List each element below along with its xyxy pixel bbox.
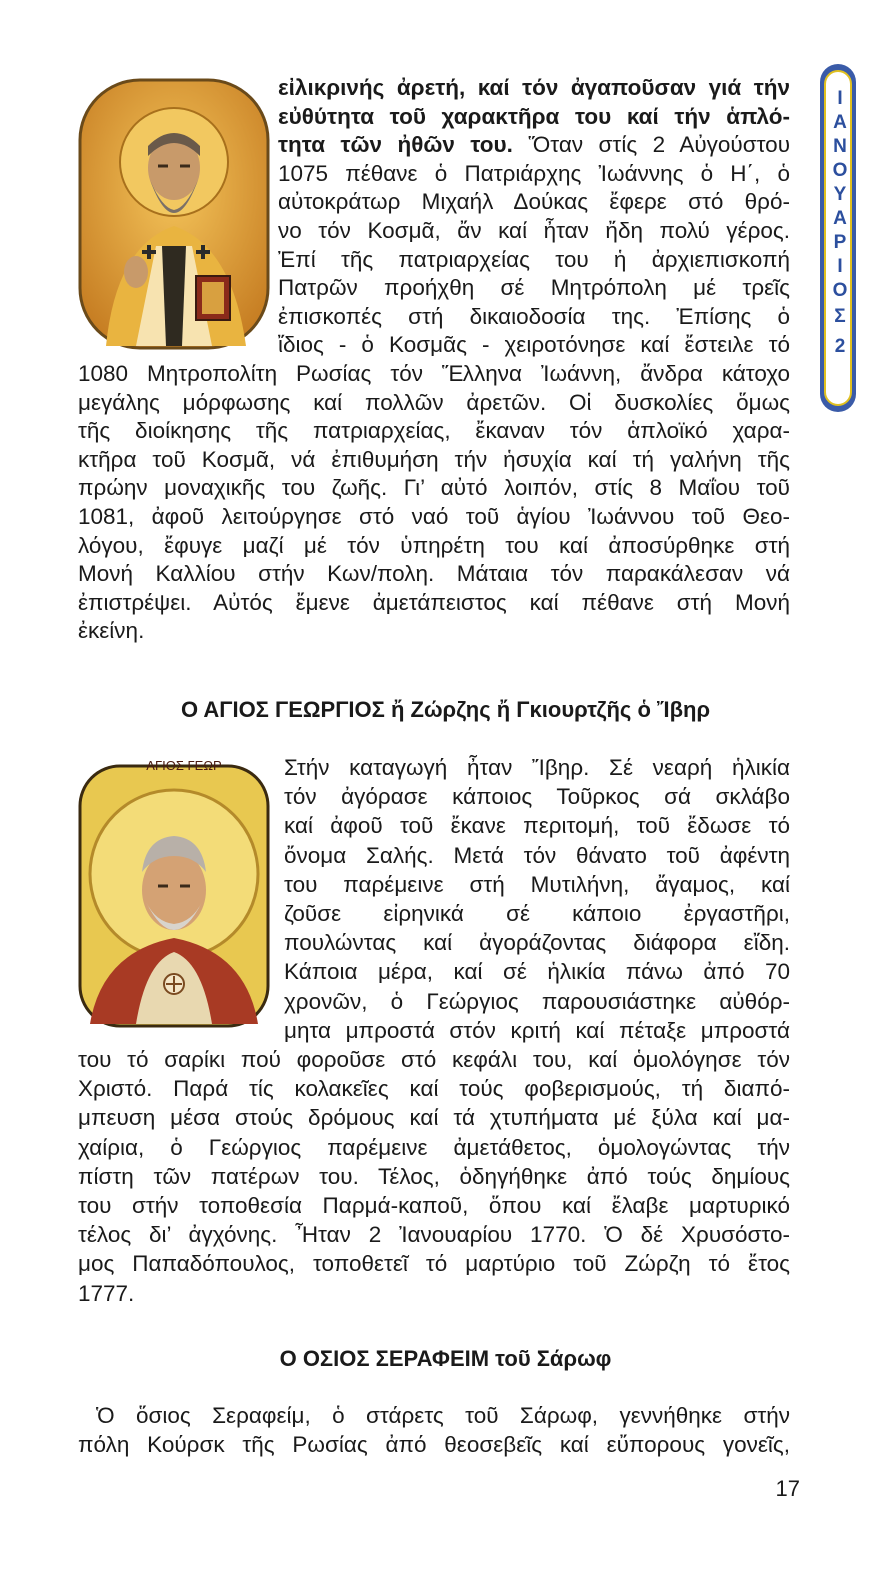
text-line: ἐκείνη.: [78, 618, 145, 644]
text-line: ἐπισκοπές στή δικαιοδοσία της. Ἐπίσης ὁ: [278, 303, 790, 329]
text-line: εἰλικρινής ἀρετή, καί τόν ἀγαποῦσαν γιά τήν: [278, 75, 790, 100]
text-line: 1080 Μητροπολίτη Ρωσίας τόν Ἕλληνα Ἰωάννη, ἄνδρα κάτοχο: [78, 361, 790, 386]
month-tab-letter: Α: [833, 112, 847, 133]
saint-georgios-icon: [76, 762, 272, 1030]
text-line: ἴδιος - ὁ Κοσμᾶς - χειροτόνησε καί ἔστειλε τό: [278, 332, 790, 358]
month-tab-letter: Σ: [834, 306, 846, 327]
text-line: 1075 πέθανε ὁ Πατριάρχης Ἰωάννης ὁ Η΄, ὁ: [278, 160, 790, 186]
month-tab-letter: Ι: [837, 88, 843, 109]
text-line: μος Παπαδόπουλος, τοποθετεῖ τό μαρτύριο τοῦ Ζώρζη τό ἔτος: [78, 1251, 790, 1277]
month-tab-letter: Α: [833, 208, 847, 229]
month-tab-letter: Ρ: [833, 232, 847, 253]
text-line: πουλώντας καί ἀγοράζοντας διάφορα εἴδη.: [284, 930, 790, 956]
text-line: εὐθύτητα τοῦ χαρακτῆρα του καί τήν ἁπλό-: [278, 103, 790, 129]
text-line: 1081, ἀφοῦ λειτούργησε στό ναό τοῦ ἁγίου Ἰωάννου τοῦ Θεο-: [78, 504, 790, 529]
saint-kosmas-icon: [76, 76, 272, 352]
text-line: μητα μπροστά στόν κριτή καί πέταξε μπροστά: [284, 1017, 790, 1043]
month-tab-letter: 2: [834, 336, 846, 357]
month-tab-letter: Ι: [837, 256, 843, 277]
text-line: τόν ἀγόρασε κάποιος Τοῦρκος σά σκλάβο: [284, 784, 790, 810]
heading-serafeim: Ο ΟΣΙΟΣ ΣΕΡΑΦΕΙΜ τοῦ Σάρωφ: [279, 1346, 612, 1371]
text-line: ὄνομα Σαλής. Μετά τόν θάνατο τοῦ ἀφέντη: [284, 842, 790, 868]
text-line: Μονή Καλλίου στήν Κων/πολη. Μάταια τόν παρακάλεσαν νά: [78, 561, 790, 587]
month-tab: [820, 64, 856, 412]
heading-georgios: Ο ΑΓΙΟΣ ΓΕΩΡΓΙΟΣ ἤ Ζώρζης ἤ Γκιουρτζῆς ὁ Ἴβηρ: [180, 697, 711, 722]
text-line: [278, 131, 790, 158]
text-line: χαίρια, ὁ Γεώργιος παρέμεινε ἀμετάθετος, ὁμολογώντας τήν: [78, 1134, 790, 1160]
text-line: τέλος δι’ ἀγχόνης. Ἦταν 2 Ἰανουαρίου 1770. Ὁ δέ Χρυσόστο-: [78, 1222, 790, 1248]
page-number: 17: [775, 1476, 800, 1501]
icon-georgios-inscription: ΑΓΙΟΣ ΓΕΩΡ: [146, 758, 222, 773]
text-line: του στήν τοποθεσία Παρμά-καποῦ, ὅπου καί ἔλαβε μαρτυρικό: [78, 1193, 790, 1218]
text-line: τῆς διοίκησης τῆς πατριαρχείας, ἔκαναν τόν ἁπλοϊκό χαρα-: [78, 418, 790, 444]
month-tab-letter: Ο: [832, 280, 848, 301]
text-line: καί ἀφοῦ τοῦ ἔκανε περιτομή, τοῦ ἔδωσε τό: [284, 813, 790, 839]
text-line: Πατρῶν προήχθη σέ Μητρόπολη μέ τρεῖς: [278, 275, 790, 301]
text-line: λόγου, ἔφυγε μαζί μέ τόν ὑπηρέτη του καί ἀποσύρθηκε στή: [78, 532, 790, 558]
text-line: νο τόν Κοσμᾶ, ἄν καί ἦταν ἤδη πολύ γέρος.: [278, 218, 790, 243]
text-line: Χριστό. Παρά τίς κολακεῖες καί τούς φοβερισμούς, τή διαπό-: [78, 1076, 790, 1102]
text-line: κτῆρα τοῦ Κοσμᾶ, νά ἐπιθυμήση τήν ἡσυχία καί τή γαλήνη τῆς: [78, 446, 790, 472]
text-line: πίστη τῶν πατέρων του. Τέλος, ὁδηγήθηκε ἀπό τούς δημίους: [78, 1163, 790, 1189]
text-line: χρονῶν, ὁ Γεώργιος παρουσιάστηκε αὐθόρ-: [284, 988, 790, 1014]
text-line: του τό σαρίκι πού φοροῦσε στό κεφάλι του, καί ὁμολόγησε τόν: [78, 1047, 790, 1072]
text-line: μεγάλης μόρφωσης καί πολλῶν ἀρετῶν. Οἱ δυσκολίες ὅμως: [78, 389, 790, 415]
text-line: μπευση μέσα στούς δρόμους καί τά χτυπήματα μέ ξύλα καί μα-: [78, 1105, 790, 1131]
text-line: Στήν καταγωγή ἦταν Ἴβηρ. Σέ νεαρή ἡλικία: [284, 755, 790, 780]
text-line: αὐτοκράτωρ Μιχαήλ Δούκας ἔφερε στό θρό-: [278, 189, 790, 215]
text-line: πρώην μοναχικῆς του ζωῆς. Γι’ αὐτό λοιπόν, στίς 8 Μαΐου τοῦ: [78, 475, 790, 501]
month-tab-inner: [824, 70, 852, 406]
month-tab-letter: Ν: [833, 136, 847, 157]
text-line: Κάποια μέρα, καί σέ ἡλικία πάνω ἀπό 70: [284, 959, 790, 985]
text-line: του παρέμεινε στή Μυτιλήνη, ἄγαμος, καί: [284, 871, 790, 897]
text-line: πόλη Κούρσκ τῆς Ρωσίας ἀπό θεοσεβεῖς καί εὔπορους γονεῖς,: [78, 1432, 790, 1457]
text-line: 1777.: [78, 1280, 135, 1306]
text-line: ἐπιστρέψει. Αὐτός ἔμενε ἀμετάπειστος καί πέθανε στή Μονή: [78, 589, 790, 615]
month-tab-letter: Υ: [833, 184, 847, 205]
bold-text: τητα τῶν ἠθῶν του.: [278, 132, 513, 158]
month-tab-letter: Ο: [832, 160, 848, 181]
text-line: ζοῦσε εἰρηνικά σέ κάποιο ἐργαστῆρι,: [284, 901, 790, 926]
text-line: Ἐπί τῆς πατριαρχείας του ἡ ἀρχιεπισκοπή: [278, 246, 790, 272]
regular-text: Ὅταν στίς 2 Αὐγούστου: [512, 132, 790, 158]
text-line: Ὁ ὅσιος Σεραφείμ, ὁ στάρετς τοῦ Σάρωφ, γεννήθηκε στήν: [96, 1403, 790, 1428]
